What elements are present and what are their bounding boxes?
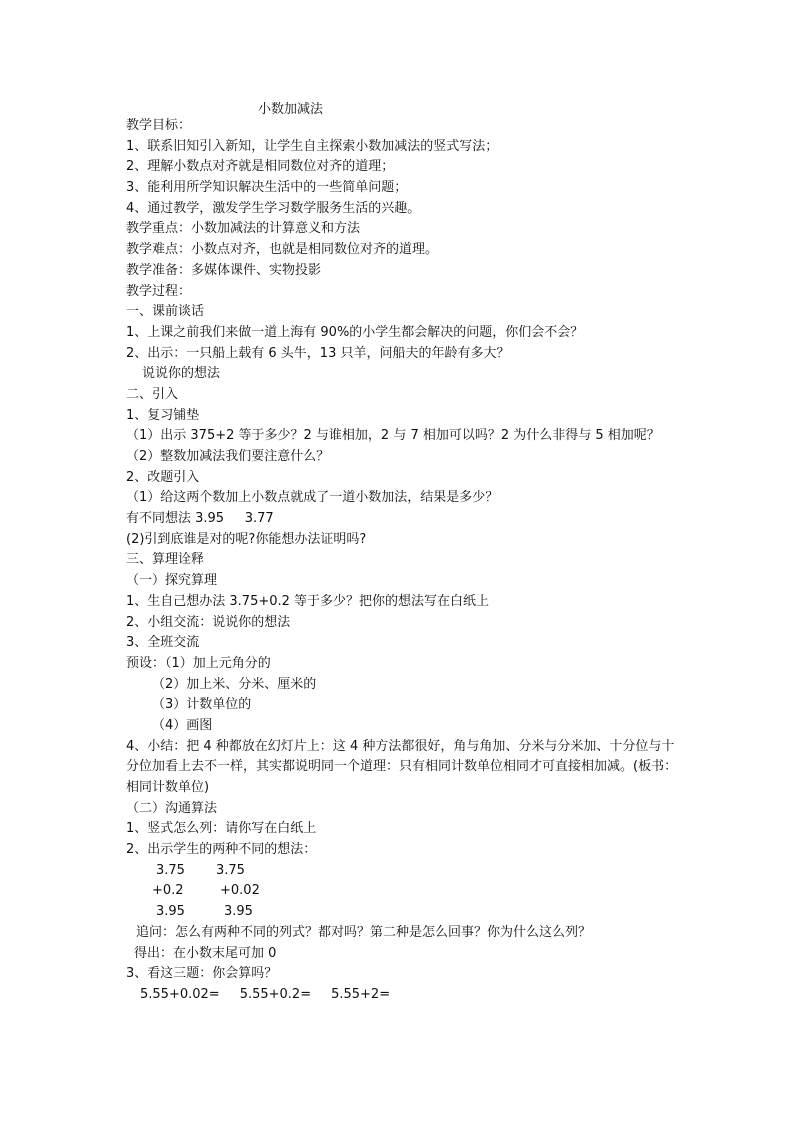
vertical-calc-cell: 3.95 xyxy=(156,904,185,920)
section-heading: 二、引入 xyxy=(126,386,179,402)
vertical-calc-row xyxy=(126,902,686,923)
text-line: （2）整数加减法我们要注意什么？ xyxy=(126,449,330,464)
vertical-calc-cell: +0.02 xyxy=(220,883,260,899)
text-line: （1）给这两个数加上小数点就成了一道小数加法，结果是多少？ xyxy=(126,490,499,506)
vertical-calc-cell: 3.75 xyxy=(156,862,185,878)
section-heading: 三、算理诠释 xyxy=(126,552,205,568)
equation: 5.55+0.02= xyxy=(140,986,220,1002)
vertical-calc-row xyxy=(126,881,686,902)
text-line: （4）画图 xyxy=(152,717,213,733)
goal-item: 2、理解小数点对齐就是相同数位对齐的道理； xyxy=(126,159,395,175)
goal-item: 3、能利用所学知识解决生活中的一些简单问题； xyxy=(126,180,408,196)
text-line: 有不同想法 3.95 3.77 xyxy=(126,511,274,527)
text-line: 预设：（1）加上元角分的 xyxy=(126,655,271,671)
text-line: 1、竖式怎么列：请你写在白纸上 xyxy=(126,821,317,837)
vertical-calc-cell: 3.75 xyxy=(216,862,245,878)
subsection-heading: （一）探究算理 xyxy=(126,573,218,589)
text-line: （3）计数单位的 xyxy=(152,697,252,713)
difficulty: 教学难点：小数点对齐，也就是相同数位对齐的道理。 xyxy=(126,242,439,258)
goal-item: 4、通过教学，激发学生学习数学服务生活的兴趣。 xyxy=(126,200,421,216)
vertical-calc-cell: 3.95 xyxy=(224,904,253,920)
vertical-calc-cell: +0.2 xyxy=(152,883,184,899)
text-line: 说说你的想法 xyxy=(142,366,221,382)
summary-paragraph: 4、小结：把 4 种都放在幻灯片上：这 4 种方法都很好，角与角加、分米与分米加、十分位与十分位加看上去不一样，其实都说明同一个道理：只有相同计数单位相同才可直接相加减。(板书：相同计数单位) xyxy=(126,738,678,796)
text-line: 3、看这三题：你会算吗？ xyxy=(126,966,278,982)
text-line: 1、上课之前我们来做一道上海有 90%的小学生都会解决的问题，你们会不会？ xyxy=(126,324,584,340)
text-line: 1、复习铺垫 xyxy=(126,407,200,423)
goal-item: 1、联系旧知引入新知，让学生自主探索小数加减法的竖式写法； xyxy=(126,138,499,154)
section-heading: 一、课前谈话 xyxy=(126,304,205,320)
key-point: 教学重点：小数加减法的计算意义和方法 xyxy=(126,221,361,237)
text-line: 追问：怎么有两种不同的列式？都对吗？第二种是怎么回事？你为什么这么列？ xyxy=(136,924,592,940)
goals-heading: 教学目标： xyxy=(126,118,192,133)
text-line: (2)引到底谁是对的呢?你能想办法证明吗? xyxy=(126,531,367,547)
equation: 5.55+2= xyxy=(331,986,391,1002)
text-line: （1）出示 375+2 等于多少？2 与谁相加，2 与 7 相加可以吗？2 为什么非得与 5 相加呢？ xyxy=(126,428,660,444)
text-line: （2）加上米、分米、厘米的 xyxy=(152,676,317,692)
document-body xyxy=(126,116,686,1006)
text-line: 2、小组交流：说说你的想法 xyxy=(126,614,291,630)
text-line: 3、全班交流 xyxy=(126,635,200,651)
text-line: 2、改题引入 xyxy=(126,469,200,485)
equation: 5.55+0.2= xyxy=(239,986,312,1002)
vertical-calc-row xyxy=(126,861,686,882)
preparation: 教学准备：多媒体课件、实物投影 xyxy=(126,262,322,278)
text-line: 1、生自己想办法 3.75+0.2 等于多少？把你的想法写在白纸上 xyxy=(126,593,490,609)
page-title: 小数加减法 xyxy=(258,102,324,117)
equation-row xyxy=(126,985,686,1006)
text-line: 2、出示学生的两种不同的想法： xyxy=(126,842,317,858)
subsection-heading: （二）沟通算法 xyxy=(126,800,218,816)
text-line: 得出：在小数末尾可加 0 xyxy=(134,945,277,961)
text-line: 2、出示：一只船上载有 6 头牛，13 只羊，问船夫的年龄有多大？ xyxy=(126,345,510,361)
process-heading: 教学过程： xyxy=(126,283,192,299)
